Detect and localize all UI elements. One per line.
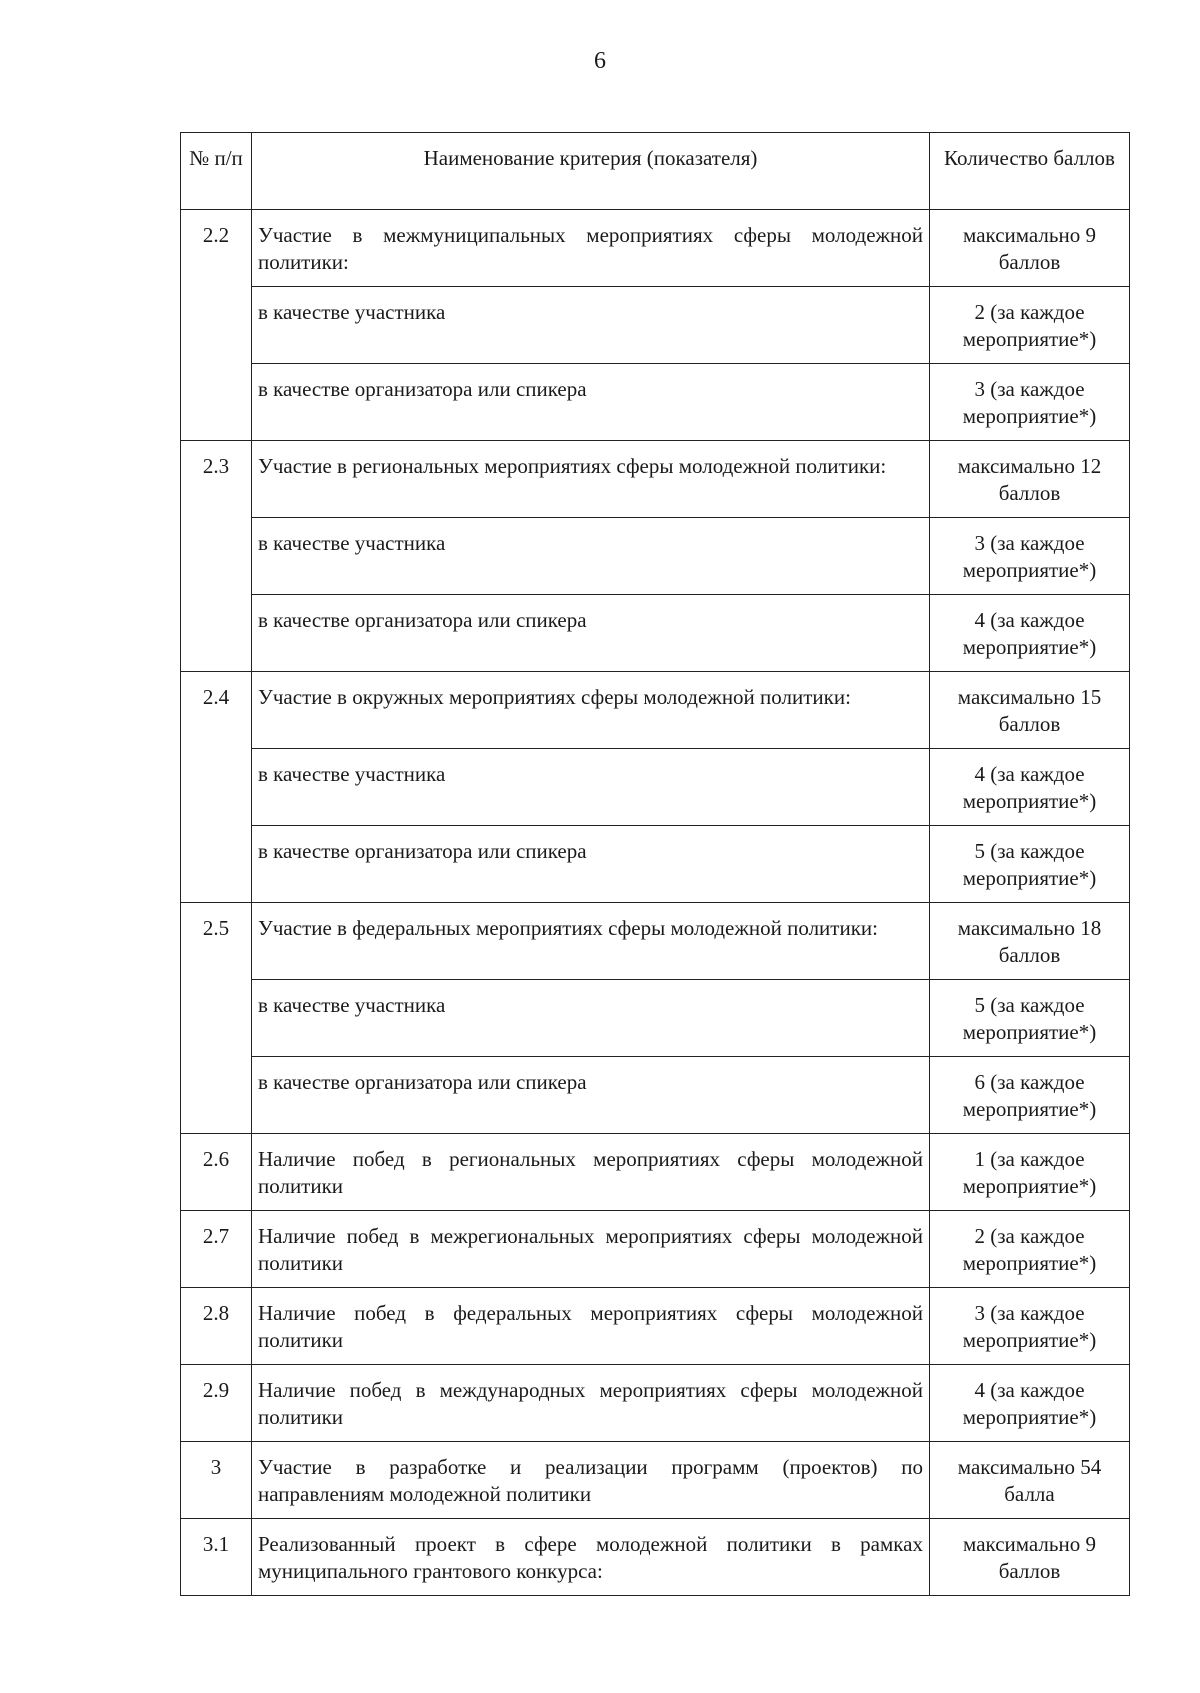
criterion-score: максимально 9 баллов [930,1519,1130,1596]
criteria-table [180,132,1130,1596]
criterion-score: 3 (за каждое мероприятие*) [930,1288,1130,1365]
table-row [181,1519,1130,1596]
row-number: 2.5 [181,903,252,1134]
table-row [181,903,1130,980]
criterion-name: в качестве организатора или спикера [252,595,930,672]
table-row [181,364,1130,441]
criterion-name: Участие в окружных мероприятиях сферы молодежной политики: [252,672,930,749]
criterion-score: 1 (за каждое мероприятие*) [930,1134,1130,1211]
table-header-row [181,133,1130,210]
criterion-name: в качестве участника [252,980,930,1057]
criterion-score: максимально 15 баллов [930,672,1130,749]
row-number: 2.7 [181,1211,252,1288]
table-row [181,1057,1130,1134]
table-row [181,980,1130,1057]
row-number: 2.3 [181,441,252,672]
row-number: 2.2 [181,210,252,441]
criterion-name: в качестве организатора или спикера [252,1057,930,1134]
criterion-name: Участие в федеральных мероприятиях сферы молодежной политики: [252,903,930,980]
criterion-score: 2 (за каждое мероприятие*) [930,287,1130,364]
criterion-score: 2 (за каждое мероприятие*) [930,1211,1130,1288]
table-row [181,210,1130,287]
table-row [181,749,1130,826]
row-number: 3.1 [181,1519,252,1596]
table-row [181,287,1130,364]
criterion-name: в качестве участника [252,749,930,826]
criterion-name: Наличие побед в международных мероприятиях сферы молодежной политики [252,1365,930,1442]
header-name: Наименование критерия (показателя) [252,133,930,210]
criterion-name: в качестве участника [252,518,930,595]
row-number: 2.8 [181,1288,252,1365]
row-number: 3 [181,1442,252,1519]
table-row [181,595,1130,672]
criterion-score: 4 (за каждое мероприятие*) [930,1365,1130,1442]
criterion-name: Наличие побед в межрегиональных мероприятиях сферы молодежной политики [252,1211,930,1288]
criterion-score: 6 (за каждое мероприятие*) [930,1057,1130,1134]
table-row [181,1134,1130,1211]
criterion-score: максимально 9 баллов [930,210,1130,287]
criterion-name: Участие в межмуниципальных мероприятиях сферы молодежной политики: [252,210,930,287]
criterion-score: 4 (за каждое мероприятие*) [930,595,1130,672]
table-row [181,1288,1130,1365]
table-row [181,1442,1130,1519]
table-row [181,441,1130,518]
table-body [181,210,1130,1596]
table-row [181,1365,1130,1442]
criterion-name: Наличие побед в федеральных мероприятиях сферы молодежной политики [252,1288,930,1365]
criterion-score: максимально 12 баллов [930,441,1130,518]
page-number: 6 [594,48,606,74]
table-row [181,1211,1130,1288]
criterion-score: 5 (за каждое мероприятие*) [930,826,1130,903]
criterion-name: в качестве организатора или спикера [252,826,930,903]
criterion-score: максимально 54 балла [930,1442,1130,1519]
criterion-score: 3 (за каждое мероприятие*) [930,518,1130,595]
criterion-name: Участие в разработке и реализации программ (проектов) по направлениям молодежной политики [252,1442,930,1519]
table-row [181,518,1130,595]
criterion-name: в качестве участника [252,287,930,364]
criterion-score: 5 (за каждое мероприятие*) [930,980,1130,1057]
criterion-name: Наличие побед в региональных мероприятиях сферы молодежной политики [252,1134,930,1211]
criterion-score: 4 (за каждое мероприятие*) [930,749,1130,826]
row-number: 2.6 [181,1134,252,1211]
header-num: № п/п [181,133,252,210]
criterion-score: максимально 18 баллов [930,903,1130,980]
criterion-score: 3 (за каждое мероприятие*) [930,364,1130,441]
row-number: 2.9 [181,1365,252,1442]
criterion-name: в качестве организатора или спикера [252,364,930,441]
criterion-name: Участие в региональных мероприятиях сферы молодежной политики: [252,441,930,518]
table-row [181,826,1130,903]
table-row [181,672,1130,749]
header-score: Количество баллов [930,133,1130,210]
criterion-name: Реализованный проект в сфере молодежной политики в рамках муниципального грантового конкурса: [252,1519,930,1596]
row-number: 2.4 [181,672,252,903]
